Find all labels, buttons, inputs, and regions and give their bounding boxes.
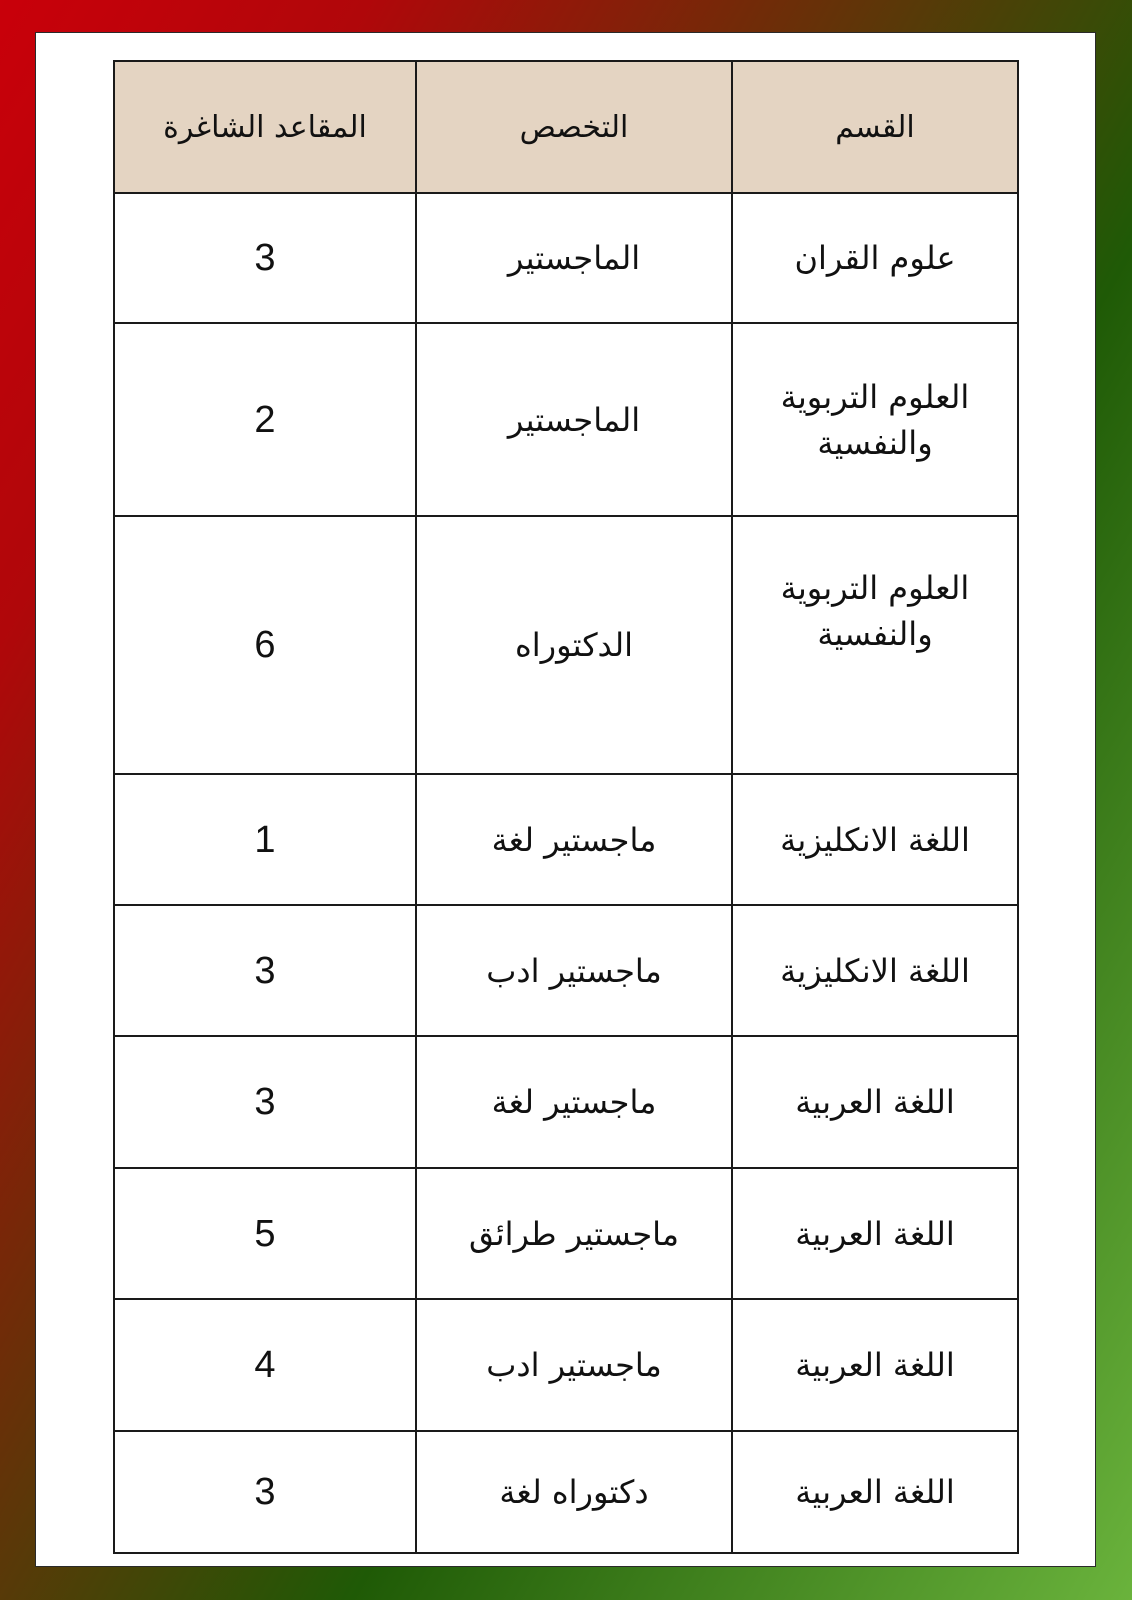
- cell-specialization: الماجستير: [416, 323, 732, 516]
- vacant-seats-table: [113, 60, 1019, 1554]
- cell-seats: 6: [114, 516, 416, 774]
- cell-department: العلوم التربوية والنفسية: [732, 516, 1018, 774]
- cell-specialization: ماجستير ادب: [416, 905, 732, 1036]
- cell-department: اللغة العربية: [732, 1168, 1018, 1299]
- cell-specialization: ماجستير لغة: [416, 1036, 732, 1168]
- cell-specialization: الدكتوراه: [416, 516, 732, 774]
- header-department: القسم: [732, 61, 1018, 193]
- cell-department: اللغة العربية: [732, 1036, 1018, 1168]
- cell-seats: 4: [114, 1299, 416, 1431]
- header-specialization: التخصص: [416, 61, 732, 193]
- header-vacant-seats: المقاعد الشاغرة: [114, 61, 416, 193]
- cell-department: علوم القران: [732, 193, 1018, 323]
- table-row: [114, 193, 1018, 323]
- table-row: [114, 516, 1018, 774]
- cell-seats: 3: [114, 1036, 416, 1168]
- table-header-row: [114, 61, 1018, 193]
- table-row: [114, 905, 1018, 1036]
- cell-specialization: ماجستير ادب: [416, 1299, 732, 1431]
- cell-department: اللغة العربية: [732, 1299, 1018, 1431]
- cell-seats: 3: [114, 1431, 416, 1553]
- table-row: [114, 774, 1018, 905]
- cell-department: اللغة الانكليزية: [732, 774, 1018, 905]
- table-row: [114, 323, 1018, 516]
- table-row: [114, 1431, 1018, 1553]
- cell-department: العلوم التربوية والنفسية: [732, 323, 1018, 516]
- table-row: [114, 1168, 1018, 1299]
- table-row: [114, 1299, 1018, 1431]
- cell-seats: 3: [114, 905, 416, 1036]
- cell-specialization: ماجستير لغة: [416, 774, 732, 905]
- document-page: [35, 32, 1096, 1567]
- cell-seats: 1: [114, 774, 416, 905]
- cell-department: اللغة الانكليزية: [732, 905, 1018, 1036]
- cell-department: اللغة العربية: [732, 1431, 1018, 1553]
- table-row: [114, 1036, 1018, 1168]
- cell-specialization: ماجستير طرائق: [416, 1168, 732, 1299]
- cell-seats: 3: [114, 193, 416, 323]
- cell-specialization: دكتوراه لغة: [416, 1431, 732, 1553]
- cell-specialization: الماجستير: [416, 193, 732, 323]
- cell-seats: 5: [114, 1168, 416, 1299]
- cell-seats: 2: [114, 323, 416, 516]
